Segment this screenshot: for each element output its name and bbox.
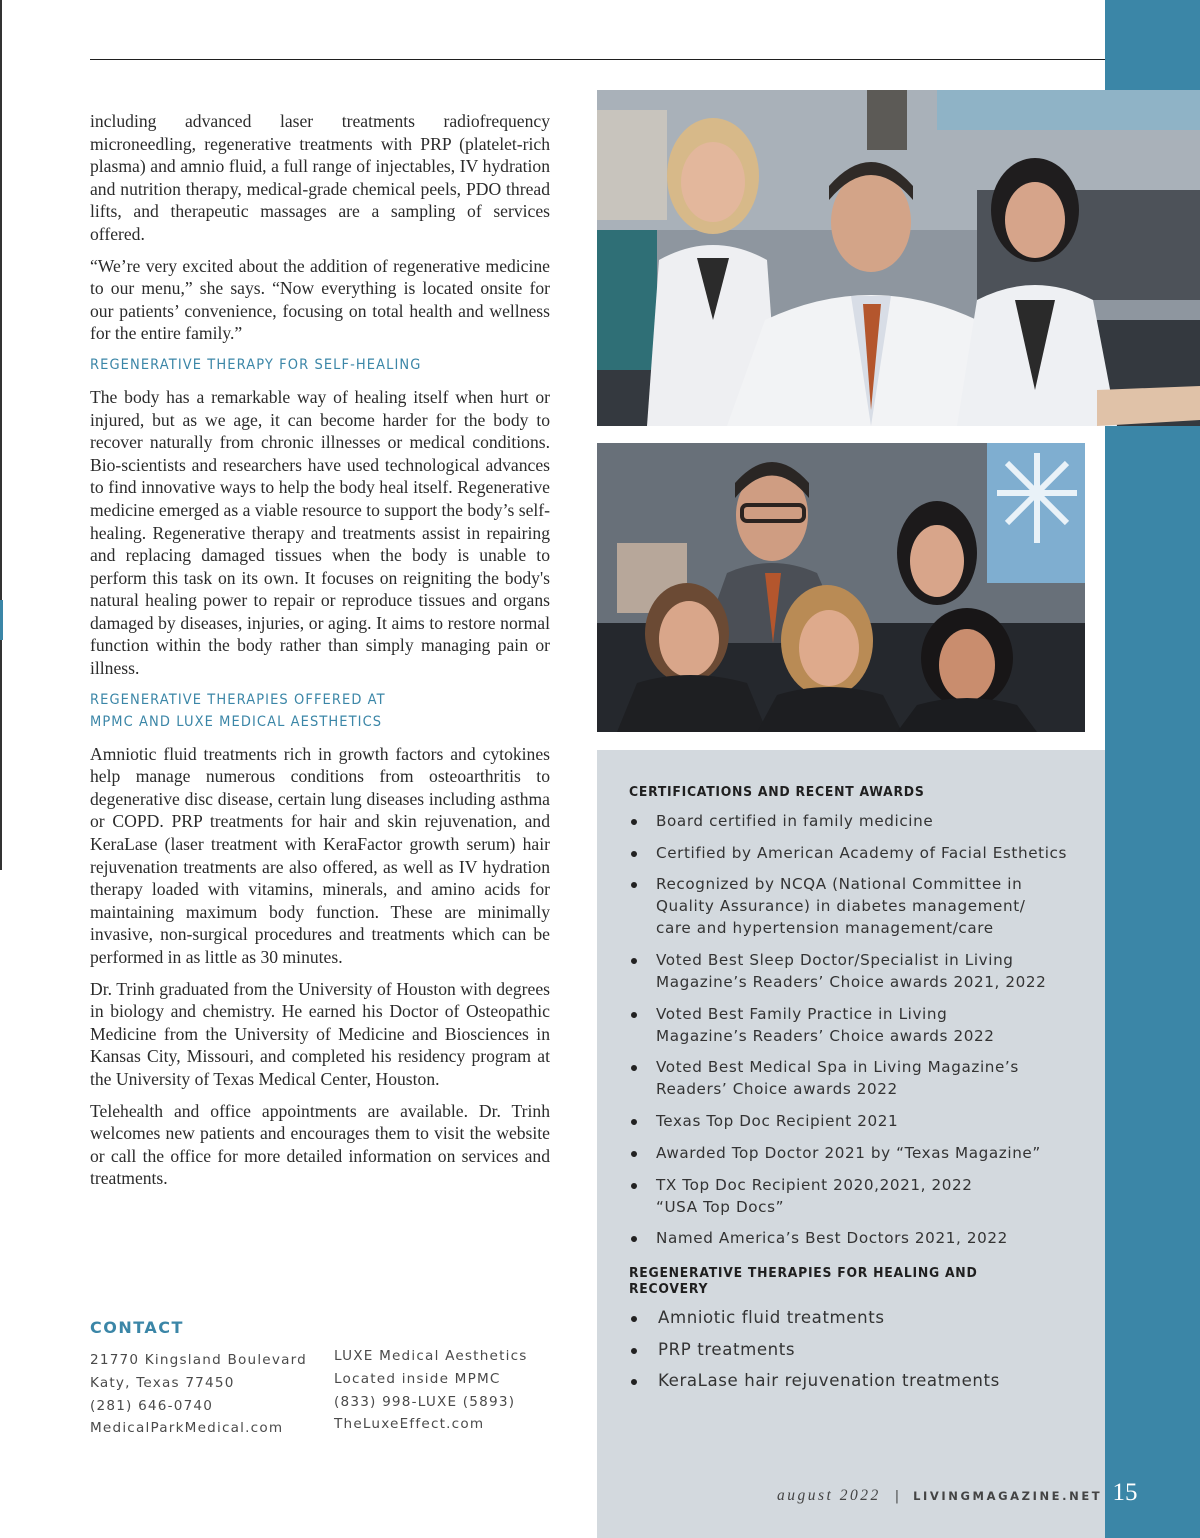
doctors-photo (597, 90, 1200, 426)
awards-panel-content (629, 784, 1089, 1402)
contact-website[interactable]: TheLuxeEffect.com (334, 1416, 485, 1433)
list-item: Amniotic fluid treatments (629, 1307, 1078, 1329)
contact-title: CONTACT (90, 1318, 184, 1337)
body-paragraph: Dr. Trinh graduated from the University of Houston with degrees in biology and chemistry. He earned his Doctor of Osteopathic Medicine from the University of Medicine and Biosciences in Kansas City, Missouri, and completed his residency program at the University of Texas Medical Center, Houston. (90, 978, 550, 1089)
list-item: Certified by American Academy of Facial Esthetics (629, 842, 1076, 864)
list-item: Voted Best Medical Spa in Living Magazine’s Readers’ Choice awards 2022 (629, 1056, 1056, 1100)
body-paragraph: including advanced laser treatments radiofrequency microneedling, regenerative treatments with PRP (platelet-rich plasma) and amnio fluid, a full range of injectables, IV hydration and nutrition therapy, medical-grade chemical peels, PDO thread lifts, and therapeutic massages are a sampling of services offered. (90, 111, 550, 244)
list-item: KeraLase hair rejuvenation treatments (629, 1370, 1078, 1392)
contact-city: Katy, Texas 77450 (90, 1374, 235, 1391)
contact-address: 21770 Kingsland Boulevard (90, 1352, 308, 1368)
body-paragraph: Telehealth and office appointments are available. Dr. Trinh welcomes new patients and encourages them to visit the website or call the office for more detailed information on services and treatments. (90, 1100, 550, 1189)
list-item: PRP treatments (629, 1339, 1078, 1361)
page-number: 15 (1112, 1479, 1138, 1506)
list-item: Recognized by NCQA (National Committee in Quality Assurance) in diabetes management/ care and hypertension management/care (629, 873, 1036, 939)
section-heading: REGENERATIVE THERAPY FOR SELF-HEALING (90, 356, 422, 373)
contact-phone[interactable]: (833) 998-LUXE (5893) (334, 1393, 516, 1410)
body-paragraph: “We’re very excited about the addition of regenerative medicine to our menu,” she says. “Now everything is located onsite for our patients’ convenience, focusing on total health and wellness for the entire family.” (90, 255, 550, 344)
staff-group-photo (597, 443, 1085, 732)
issue-date: august 2022 (777, 1487, 881, 1504)
page-edge-line (0, 0, 2, 870)
page-edge-accent (0, 600, 3, 640)
body-paragraph: Amniotic fluid treatments rich in growth factors and cytokines help manage numerous conditions from osteoarthritis to degenerative disc disease, certain lung diseases including asthma or COPD. PRP treatments for hair and skin rejuvenation, and KeraLase (laser treatment with KeraFactor growth serum) hair rejuvenation treatments are also offered, as well as IV hydration therapy loaded with vitamins, minerals, and amino acids for maintaining maximum body function. These are minimally invasive, non-surgical procedures and treatments which can be performed in as little as 30 minutes. (90, 743, 550, 967)
article-body (90, 110, 550, 1199)
certifications-list (629, 810, 1089, 1249)
contact-block (90, 1318, 560, 1440)
contact-location: Located inside MPMC (334, 1370, 501, 1387)
magazine-website[interactable]: LIVINGMAGAZINE.NET (913, 1489, 1103, 1503)
footer-separator: | (894, 1488, 900, 1504)
contact-website[interactable]: MedicalParkMedical.com (90, 1420, 284, 1437)
contact-phone[interactable]: (281) 646-0740 (90, 1397, 214, 1414)
therapies-heading: REGENERATIVE THERAPIES FOR HEALING AND RECOVERY (629, 1265, 978, 1298)
section-heading-line: REGENERATIVE THERAPIES OFFERED AT (90, 691, 386, 708)
list-item: Board certified in family medicine (629, 810, 1076, 832)
list-item: Texas Top Doc Recipient 2021 (629, 1110, 1076, 1132)
body-paragraph: The body has a remarkable way of healing itself when hurt or injured, but as we age, it can become harder for the body to recover naturally from chronic illnesses or medical conditions. Bio-scientists and researchers have used technological advances to find innovative ways to help the body heal itself. Regenerative medicine emerged as a viable resource to support the body’s self-healing. Regenerative therapy and treatments assist in repairing and replacing damaged tissues when the body is unable to perform this task on its own. It focuses on reigniting the body's natural healing power to repair or reproduce tissues and organs damaged by diseases, injuries, or aging. It aims to restore normal function within the body rather than simply managing pain or illness. (90, 386, 550, 679)
therapies-list (629, 1307, 1089, 1392)
contact-business: LUXE Medical Aesthetics (334, 1348, 528, 1364)
list-item: TX Top Doc Recipient 2020,2021, 2022 “USA Top Docs” (629, 1174, 986, 1218)
contact-luxe (334, 1345, 528, 1440)
list-item: Named America’s Best Doctors 2021, 2022 (629, 1227, 1076, 1249)
section-heading-line: MPMC AND LUXE MEDICAL AESTHETICS (90, 713, 383, 730)
section-heading (90, 689, 504, 733)
contact-mpmc (90, 1349, 334, 1440)
page-footer (777, 1484, 1102, 1508)
list-item: Voted Best Sleep Doctor/Specialist in Living Magazine’s Readers’ Choice awards 2021, 2022 (629, 949, 1056, 993)
list-item: Awarded Top Doctor 2021 by “Texas Magazine” (629, 1142, 1076, 1164)
top-rule (90, 59, 1105, 60)
certifications-heading: CERTIFICATIONS AND RECENT AWARDS (629, 784, 925, 800)
list-item: Voted Best Family Practice in Living Magazine’s Readers’ Choice awards 2022 (629, 1003, 1016, 1047)
